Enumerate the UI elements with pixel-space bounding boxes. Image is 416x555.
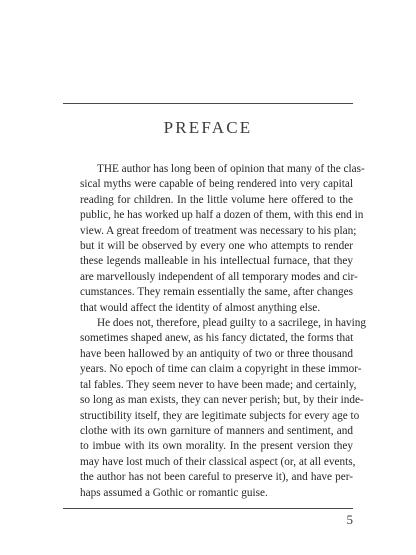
text-line: years. No epoch of time can claim a copyright in these immor-: [80, 363, 362, 376]
text-line: haps assumed a Gothic or romantic guise.: [80, 486, 268, 499]
page-number: 5: [346, 512, 353, 527]
text-line: but it will be observed by every one who attempts to render: [80, 240, 353, 253]
text-line: may have lost much of their classical aspect (or, at all events,: [80, 455, 356, 468]
text-line: tal fables. They seem never to have been made; and certainly,: [80, 378, 357, 391]
bottom-rule: [63, 508, 353, 509]
text-line: to imbue with its own morality. In the present version they: [80, 440, 353, 453]
text-line: the author has not been careful to preserve it), and have per-: [80, 471, 353, 484]
text-line: these legends malleable in his intellectual furnace, that they: [80, 255, 353, 268]
text-line: are marvellously independent of all temporary modes and cir-: [80, 270, 358, 283]
text-line: reading for children. In the little volume here offered to the: [80, 193, 353, 206]
text-line: THE author has long been of opinion that many of the clas-: [97, 163, 365, 175]
text-line: public, he has worked up half a dozen of them, with this end in: [80, 209, 364, 222]
text-line: structibility itself, they are legitimate subjects for every age to: [80, 409, 360, 422]
paragraph-1: [63, 162, 365, 316]
text-line: clothe with its own garniture of manners and sentiment, and: [80, 424, 353, 437]
text-line: sical myths were capable of being rendered into very capital: [80, 178, 353, 191]
text-line: He does not, therefore, plead guilty to a sacrilege, in having: [97, 317, 366, 330]
text-line: cumstances. They remain essentially the same, after changes: [80, 286, 353, 299]
text-line: view. A great freedom of treatment was necessary to his plan;: [80, 224, 357, 237]
paragraph-2: [63, 316, 366, 501]
text-line: sometimes shaped anew, as his fancy dictated, the forms that: [80, 332, 354, 345]
text-line: that would affect the identity of almost anything else.: [80, 301, 321, 314]
text-line: so long as man exists, they can never perish; but, by their inde-: [80, 394, 364, 407]
text-line: have been hallowed by an antiquity of two or three thousand: [80, 347, 353, 360]
top-rule: [63, 103, 353, 104]
chapter-title: PREFACE: [163, 118, 253, 137]
preface-body: [63, 162, 366, 501]
